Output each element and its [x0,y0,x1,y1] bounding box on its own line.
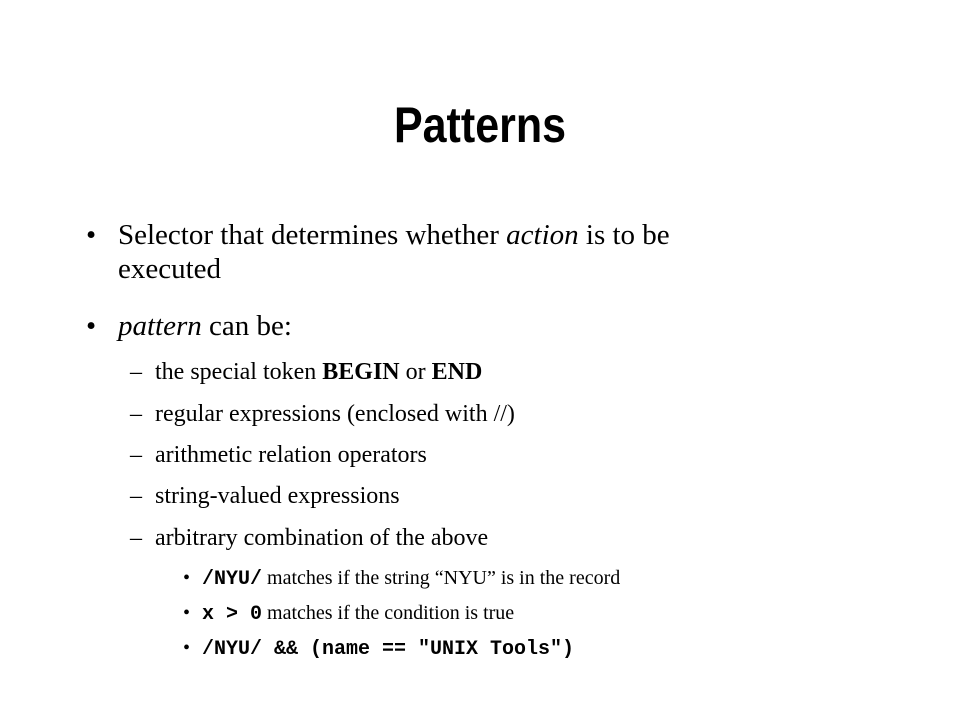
example-text: matches if the string “NYU” is in the record [262,567,621,589]
bullet-text-after: is to be [578,219,670,251]
sub-item-text: string-valued expressions [155,483,400,509]
dash-glyph: – [130,442,142,468]
bullet-glyph: • [86,219,97,251]
bullet-text-italic-pattern: pattern [118,310,202,342]
bullet-text-before: Selector that determines whether [118,219,507,251]
sub-item-begin-end [130,357,875,387]
example-text: matches if the condition is true [262,602,515,624]
slide-title: Patterns [393,97,567,153]
example-nyu-regex [183,565,902,593]
bullet-selector [86,218,878,286]
dash-glyph: – [130,401,142,427]
dash-glyph: – [130,525,142,551]
sub-item-arithmetic [130,440,875,470]
example-code: x > 0 [202,603,263,626]
dash-glyph: – [130,483,142,509]
keyword-begin: BEGIN [322,359,400,385]
bullet-glyph: • [183,567,191,589]
sub-item-text: arbitrary combination of the above [155,525,489,551]
sub-item-string [130,481,875,511]
sub-item-text: the special token [155,359,323,385]
example-code: /NYU/ && (name == "UNIX Tools") [202,638,575,661]
bullet-pattern [86,309,878,343]
example-code: /NYU/ [202,568,263,591]
bullet-glyph: • [86,310,97,342]
sub-item-text: regular expressions (enclosed with //) [155,401,515,427]
bullet-text-after: can be: [201,310,292,342]
sub-item-combination [130,523,875,553]
bullet-text-italic-action: action [506,219,579,251]
bullet-glyph: • [183,637,191,659]
bullet-text-line2: executed [118,253,222,285]
example-combination [183,635,902,663]
sub-item-text: or [399,359,432,385]
bullet-glyph: • [183,602,191,624]
sub-item-text: arithmetic relation operators [155,442,427,468]
dash-glyph: – [130,359,142,385]
sub-item-regex [130,399,875,429]
keyword-end: END [431,359,483,385]
example-condition [183,600,902,628]
